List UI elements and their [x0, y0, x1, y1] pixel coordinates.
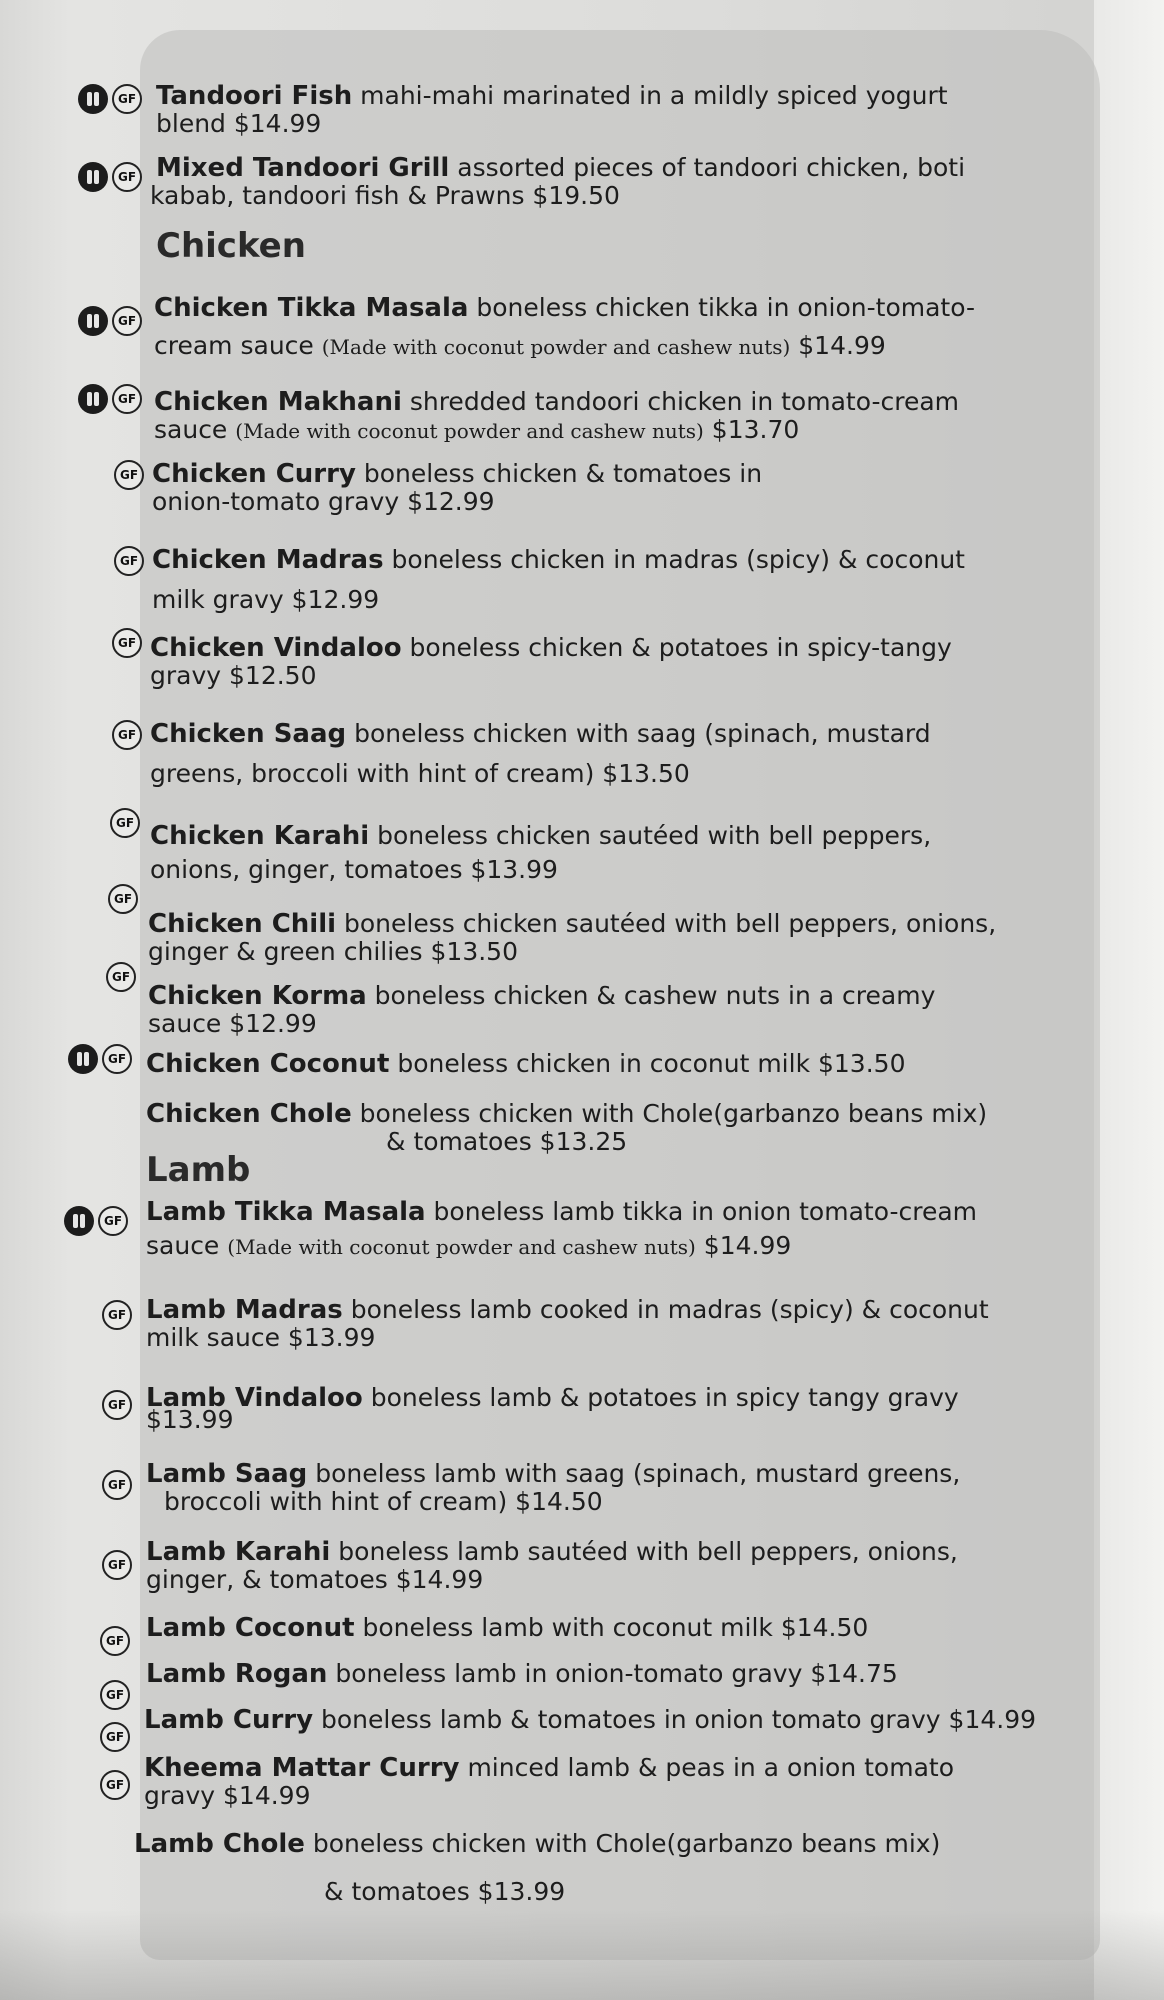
item-description: gravy $12.50 — [150, 661, 317, 690]
item-icons — [102, 1470, 132, 1500]
item-price: $13.70 — [703, 415, 800, 444]
section-heading-chicken: Chicken — [156, 226, 306, 266]
item-description: boneless chicken tikka in onion-tomato- — [468, 293, 976, 322]
gluten-free-icon: GF — [102, 1550, 132, 1580]
dietary-symbol-icon — [78, 306, 108, 336]
item-name: Chicken Makhani — [154, 387, 402, 417]
menu-item — [146, 1100, 987, 1156]
dietary-symbol-icon — [78, 162, 108, 192]
gluten-free-icon: GF — [112, 628, 142, 658]
item-description: boneless lamb tikka in onion tomato-cream — [425, 1197, 978, 1226]
item-icons — [114, 546, 144, 576]
gluten-free-icon: GF — [112, 162, 142, 192]
menu-item — [150, 822, 931, 884]
item-description: minced lamb & peas in a onion tomato — [459, 1753, 954, 1782]
item-description: blend $14.99 — [156, 109, 322, 138]
menu-item — [150, 634, 952, 690]
item-name: Chicken Chole — [146, 1099, 352, 1129]
item-description: sauce $12.99 — [148, 1009, 317, 1038]
gluten-free-icon: GF — [112, 720, 142, 750]
item-description: ginger & green chilies $13.50 — [148, 937, 518, 966]
item-description: shredded tandoori chicken in tomato-cream — [401, 387, 960, 416]
gluten-free-icon: GF — [102, 1044, 132, 1074]
item-description: kabab, tandoori fish & Prawns $19.50 — [150, 181, 620, 210]
item-description: boneless chicken in madras (spicy) & coconut — [383, 545, 965, 574]
item-description: $13.99 — [146, 1405, 234, 1434]
item-icons — [102, 1550, 132, 1580]
item-name: Lamb Vindaloo — [146, 1383, 363, 1413]
menu-item — [150, 153, 966, 210]
menu-item — [144, 1754, 954, 1810]
item-name: Lamb Tikka Masala — [146, 1197, 426, 1227]
gluten-free-icon: GF — [98, 1206, 128, 1236]
item-description: broccoli with hint of cream) $14.50 — [164, 1487, 603, 1516]
gluten-free-icon: GF — [112, 306, 142, 336]
item-description: boneless lamb with coconut milk $14.50 — [354, 1613, 869, 1642]
gluten-free-icon: GF — [100, 1722, 130, 1752]
item-note: (Made with coconut powder and cashew nuts) — [227, 1235, 696, 1259]
item-name: Chicken Chili — [148, 909, 337, 939]
item-description: & tomatoes $13.99 — [324, 1877, 566, 1906]
item-icons — [100, 1626, 130, 1656]
item-description: boneless chicken & potatoes in spicy-tangy — [401, 633, 952, 662]
item-name: Lamb Chole — [134, 1829, 305, 1859]
item-description: gravy $14.99 — [144, 1781, 311, 1810]
item-icons — [100, 1770, 130, 1800]
menu-item — [154, 294, 975, 361]
item-name: Chicken Madras — [152, 545, 384, 575]
gluten-free-icon: GF — [112, 84, 142, 114]
gluten-free-icon: GF — [102, 1390, 132, 1420]
menu-item — [146, 1198, 977, 1261]
item-name: Kheema Mattar Curry — [144, 1753, 460, 1783]
item-icons — [112, 628, 142, 658]
item-description: boneless lamb & potatoes in spicy tangy gravy — [362, 1383, 959, 1412]
item-icons — [114, 460, 144, 490]
menu-item — [152, 546, 965, 614]
item-icons — [68, 1044, 132, 1074]
item-icons — [102, 1390, 132, 1420]
item-icons — [78, 384, 142, 414]
menu-item — [152, 460, 762, 516]
dietary-symbol-icon — [68, 1044, 98, 1074]
item-name: Chicken Coconut — [146, 1049, 390, 1079]
item-note: (Made with coconut powder and cashew nuts) — [235, 419, 704, 443]
menu-item — [146, 1614, 868, 1642]
gluten-free-icon: GF — [110, 808, 140, 838]
menu-item — [148, 982, 935, 1038]
item-description: boneless chicken & cashew nuts in a creamy — [366, 981, 936, 1010]
item-description: boneless lamb sautéed with bell peppers, onions, — [330, 1537, 958, 1566]
item-description: milk sauce $13.99 — [146, 1323, 376, 1352]
menu-item — [156, 82, 948, 138]
item-description: onion-tomato gravy $12.99 — [152, 487, 495, 516]
gluten-free-icon: GF — [114, 460, 144, 490]
menu-item — [144, 1706, 1036, 1734]
item-description: ginger, & tomatoes $14.99 — [146, 1565, 484, 1594]
item-description: boneless lamb & tomatoes in onion tomato gravy $14.99 — [313, 1705, 1037, 1734]
menu-item — [146, 1050, 905, 1078]
item-description: mahi-mahi marinated in a mildly spiced yogurt — [352, 81, 948, 110]
menu-item — [146, 1460, 960, 1516]
menu-item — [146, 1296, 989, 1352]
item-name: Chicken Curry — [152, 459, 356, 489]
item-note: (Made with coconut powder and cashew nuts) — [321, 335, 791, 359]
section-heading-lamb: Lamb — [146, 1150, 251, 1190]
item-icons — [78, 84, 142, 114]
item-icons — [100, 1722, 130, 1752]
item-name: Lamb Rogan — [146, 1659, 328, 1689]
item-description: sauce — [154, 415, 236, 444]
item-name: Tandoori Fish — [156, 81, 353, 111]
gluten-free-icon: GF — [102, 1470, 132, 1500]
item-name: Lamb Madras — [146, 1295, 343, 1325]
item-description: boneless chicken with Chole(garbanzo beans mix) — [351, 1099, 988, 1128]
item-description: boneless lamb cooked in madras (spicy) & coconut — [342, 1295, 989, 1324]
item-description: boneless chicken & tomatoes in — [355, 459, 763, 488]
menu-item — [146, 1660, 898, 1688]
item-price: $14.99 — [790, 331, 886, 360]
item-description: sauce — [146, 1231, 228, 1260]
gluten-free-icon: GF — [100, 1770, 130, 1800]
item-name: Lamb Coconut — [146, 1613, 355, 1643]
item-name: Mixed Tandoori Grill — [156, 153, 450, 183]
item-description: boneless lamb in onion-tomato gravy $14.75 — [327, 1659, 898, 1688]
item-description: cream sauce — [154, 331, 322, 360]
dietary-symbol-icon — [64, 1206, 94, 1236]
dietary-symbol-icon — [78, 384, 108, 414]
dietary-symbol-icon — [78, 84, 108, 114]
item-description: milk gravy $12.99 — [152, 585, 380, 614]
item-icons — [106, 962, 136, 992]
menu-item — [134, 1830, 940, 1906]
item-icons — [108, 884, 138, 914]
menu-item — [146, 1384, 959, 1434]
gluten-free-icon: GF — [114, 546, 144, 576]
item-description: assorted pieces of tandoori chicken, boti — [449, 153, 966, 182]
item-name: Chicken Tikka Masala — [154, 293, 469, 323]
gluten-free-icon: GF — [108, 884, 138, 914]
item-description: greens, broccoli with hint of cream) $13.50 — [150, 759, 690, 788]
gluten-free-icon: GF — [106, 962, 136, 992]
item-description: boneless lamb with saag (spinach, mustard greens, — [307, 1459, 961, 1488]
item-icons — [100, 1680, 130, 1710]
item-description: & tomatoes $13.25 — [386, 1127, 628, 1156]
item-icons — [78, 162, 142, 192]
item-name: Chicken Korma — [148, 981, 367, 1011]
item-name: Chicken Vindaloo — [150, 633, 402, 663]
menu-item — [150, 720, 931, 788]
menu-item — [154, 388, 959, 445]
item-description: boneless chicken with Chole(garbanzo beans mix) — [304, 1829, 941, 1858]
item-description: boneless chicken sautéed with bell peppers, — [369, 821, 932, 850]
item-name: Chicken Karahi — [150, 821, 370, 851]
item-name: Lamb Curry — [144, 1705, 314, 1735]
item-name: Lamb Saag — [146, 1459, 308, 1489]
item-description: boneless chicken sautéed with bell peppers, onions, — [336, 909, 997, 938]
menu-item — [148, 910, 996, 966]
item-description: boneless chicken with saag (spinach, mustard — [346, 719, 931, 748]
menu-item — [146, 1538, 958, 1594]
gluten-free-icon: GF — [100, 1680, 130, 1710]
gluten-free-icon: GF — [112, 384, 142, 414]
item-price: $14.99 — [695, 1231, 792, 1260]
item-description: boneless chicken in coconut milk $13.50 — [389, 1049, 906, 1078]
item-name: Chicken Saag — [150, 719, 347, 749]
item-icons — [112, 720, 142, 750]
item-icons — [78, 306, 142, 336]
gluten-free-icon: GF — [102, 1300, 132, 1330]
item-icons — [64, 1206, 128, 1236]
gluten-free-icon: GF — [100, 1626, 130, 1656]
item-icons — [102, 1300, 132, 1330]
item-description: onions, ginger, tomatoes $13.99 — [150, 855, 558, 884]
item-icons — [110, 808, 140, 838]
item-name: Lamb Karahi — [146, 1537, 331, 1567]
